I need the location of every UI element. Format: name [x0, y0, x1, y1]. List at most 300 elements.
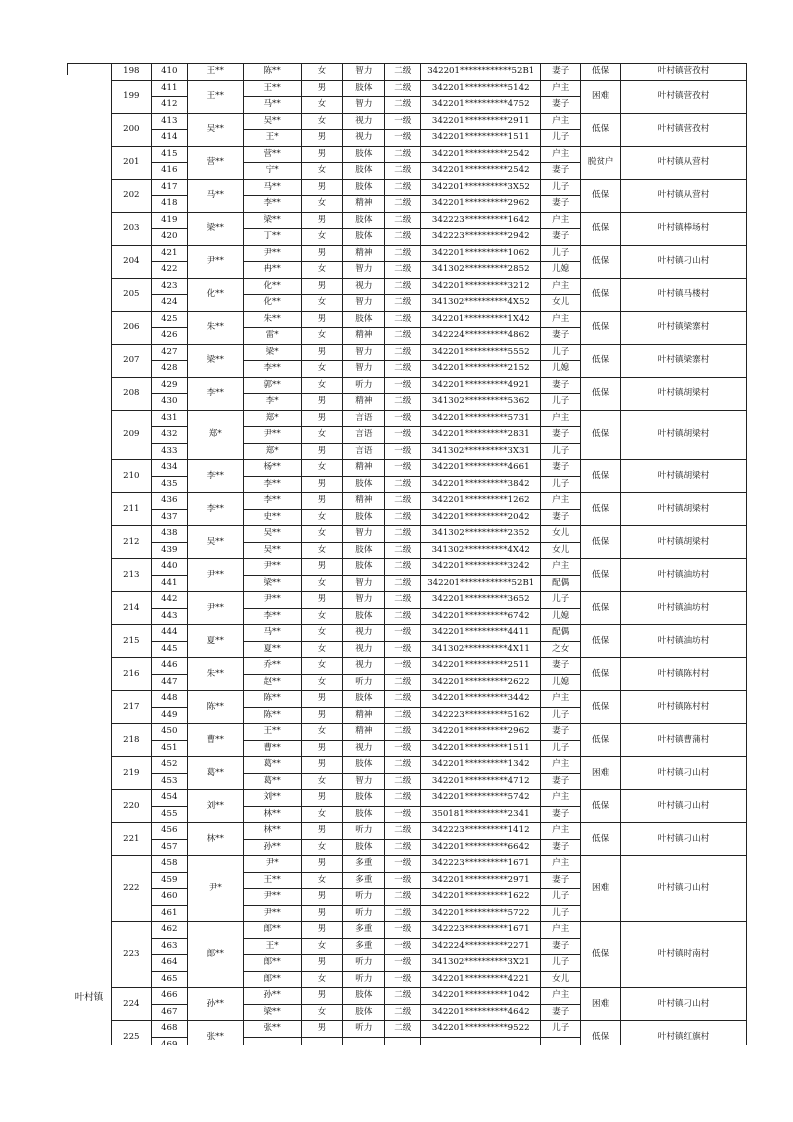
member-sex: 男 [301, 691, 343, 708]
disability-level: 二级 [385, 773, 421, 790]
household-head: 王** [187, 64, 243, 81]
member-sex: 女 [301, 542, 343, 559]
relationship: 妻子 [541, 658, 581, 675]
household-head: 刘** [187, 790, 243, 823]
relationship: 妻子 [541, 1004, 581, 1021]
disability-category: 精神 [343, 460, 385, 477]
disability-level: 二级 [385, 988, 421, 1005]
disability-category: 智力 [343, 262, 385, 279]
disability-category: 多重 [343, 938, 385, 955]
relationship: 儿子 [541, 476, 581, 493]
id-card-number: 342201**********2962 [421, 724, 541, 741]
relationship: 儿子 [541, 740, 581, 757]
row-number: 410 [151, 64, 187, 81]
village-name: 叶村镇油坊村 [621, 559, 747, 592]
relationship: 儿媳 [541, 674, 581, 691]
member-sex: 女 [301, 674, 343, 691]
disability-category: 视力 [343, 658, 385, 675]
village-name: 叶村镇油坊村 [621, 592, 747, 625]
table-row [68, 80, 747, 97]
disability-level: 二级 [385, 559, 421, 576]
disability-category: 听力 [343, 823, 385, 840]
relationship: 儿子 [541, 130, 581, 147]
member-sex: 女 [301, 1004, 343, 1021]
disability-category: 视力 [343, 625, 385, 642]
member-name: 林** [243, 806, 301, 823]
relationship: 户主 [541, 212, 581, 229]
member-sex: 男 [301, 278, 343, 295]
row-number: 416 [151, 163, 187, 180]
member-name: 葛** [243, 757, 301, 774]
household-head: 尹** [187, 245, 243, 278]
disability-category: 肢体 [343, 80, 385, 97]
disability-level: 二级 [385, 344, 421, 361]
row-number: 435 [151, 476, 187, 493]
table-row [68, 460, 747, 477]
household-head: 葛** [187, 757, 243, 790]
member-sex: 女 [301, 938, 343, 955]
assistance-type: 低保 [581, 1021, 621, 1054]
relationship: 户主 [541, 691, 581, 708]
row-number: 443 [151, 608, 187, 625]
id-card-number: 342201**********2831 [421, 427, 541, 444]
id-card-number: 342201**********1511 [421, 740, 541, 757]
household-head: 李** [187, 377, 243, 410]
row-number: 455 [151, 806, 187, 823]
roster-table [67, 63, 747, 1054]
disability-category: 肢体 [343, 806, 385, 823]
table-row [68, 212, 747, 229]
member-name: 葛** [243, 773, 301, 790]
id-card-number: 342201**********3212 [421, 278, 541, 295]
table-row [68, 410, 747, 427]
member-sex: 女 [301, 460, 343, 477]
id-card-number: 341302**********3X21 [421, 955, 541, 972]
village-name: 叶村镇胡梁村 [621, 377, 747, 410]
member-name: 郎** [243, 922, 301, 939]
row-number: 422 [151, 262, 187, 279]
id-card-number: 341302**********2852 [421, 262, 541, 279]
disability-level: 二级 [385, 839, 421, 856]
relationship: 配偶 [541, 575, 581, 592]
household-number: 212 [111, 526, 151, 559]
relationship: 儿子 [541, 1021, 581, 1038]
disability-category: 智力 [343, 295, 385, 312]
village-name: 叶村镇从营村 [621, 179, 747, 212]
village-name: 叶村镇马楼村 [621, 278, 747, 311]
household-head: 曹** [187, 724, 243, 757]
disability-category: 肢体 [343, 1004, 385, 1021]
row-number: 414 [151, 130, 187, 147]
relationship: 儿子 [541, 394, 581, 411]
household-head: 梁** [187, 344, 243, 377]
id-card-number: 342201**********5552 [421, 344, 541, 361]
relationship: 儿媳 [541, 608, 581, 625]
household-number: 207 [111, 344, 151, 377]
member-name: 郑* [243, 410, 301, 427]
disability-level: 二级 [385, 361, 421, 378]
assistance-type: 低保 [581, 179, 621, 212]
row-number: 439 [151, 542, 187, 559]
disability-category: 肢体 [343, 229, 385, 246]
relationship: 户主 [541, 410, 581, 427]
relationship: 妻子 [541, 938, 581, 955]
disability-category: 智力 [343, 344, 385, 361]
row-number: 429 [151, 377, 187, 394]
member-sex: 男 [301, 80, 343, 97]
household-number: 213 [111, 559, 151, 592]
id-card-number: 342201**********5742 [421, 790, 541, 807]
disability-level: 一级 [385, 872, 421, 889]
disability-category: 智力 [343, 361, 385, 378]
relationship: 户主 [541, 922, 581, 939]
member-sex: 男 [301, 856, 343, 873]
id-card-number: 341302**********2352 [421, 526, 541, 543]
assistance-type: 低保 [581, 344, 621, 377]
relationship: 之女 [541, 641, 581, 658]
id-card-number: 350181**********2341 [421, 806, 541, 823]
member-sex: 女 [301, 97, 343, 114]
village-name: 叶村镇陈村村 [621, 691, 747, 724]
id-card-number: 342201**********4642 [421, 1004, 541, 1021]
member-sex: 女 [301, 658, 343, 675]
member-name: 尹** [243, 559, 301, 576]
row-number: 442 [151, 592, 187, 609]
disability-level: 二级 [385, 80, 421, 97]
row-number: 421 [151, 245, 187, 262]
member-sex: 男 [301, 922, 343, 939]
disability-category: 智力 [343, 526, 385, 543]
table-row [68, 245, 747, 262]
disability-level: 二级 [385, 905, 421, 922]
disability-category: 精神 [343, 707, 385, 724]
disability-category: 智力 [343, 592, 385, 609]
member-sex: 男 [301, 707, 343, 724]
roster-sheet [67, 66, 747, 1045]
relationship: 妻子 [541, 839, 581, 856]
id-card-number: 342201**********4221 [421, 971, 541, 988]
household-number: 205 [111, 278, 151, 311]
row-number: 423 [151, 278, 187, 295]
member-sex: 男 [301, 592, 343, 609]
row-number: 444 [151, 625, 187, 642]
member-name: 吴** [243, 113, 301, 130]
row-number: 456 [151, 823, 187, 840]
id-card-number: 342201**********1342 [421, 757, 541, 774]
disability-category: 言语 [343, 443, 385, 460]
assistance-type: 低保 [581, 377, 621, 410]
member-name: 马** [243, 179, 301, 196]
member-name: 尹** [243, 889, 301, 906]
member-sex: 男 [301, 394, 343, 411]
row-number: 462 [151, 922, 187, 939]
id-card-number: 342223**********1642 [421, 212, 541, 229]
table-row [68, 691, 747, 708]
disability-level: 二级 [385, 889, 421, 906]
relationship: 儿子 [541, 245, 581, 262]
disability-level: 二级 [385, 311, 421, 328]
member-name: 丁** [243, 229, 301, 246]
row-number: 454 [151, 790, 187, 807]
table-row [68, 856, 747, 873]
row-number: 459 [151, 872, 187, 889]
member-name: 张** [243, 1021, 301, 1038]
id-card-number: 342223**********5162 [421, 707, 541, 724]
disability-level: 二级 [385, 575, 421, 592]
disability-category: 视力 [343, 130, 385, 147]
member-name: 宁* [243, 163, 301, 180]
relationship: 儿媳 [541, 361, 581, 378]
row-number: 412 [151, 97, 187, 114]
member-name: 朱** [243, 311, 301, 328]
village-name: 叶村镇营孜村 [621, 80, 747, 113]
disability-level: 二级 [385, 691, 421, 708]
member-sex: 女 [301, 361, 343, 378]
row-number: 465 [151, 971, 187, 988]
id-card-number: 342201**********1622 [421, 889, 541, 906]
relationship: 儿子 [541, 889, 581, 906]
member-sex: 女 [301, 196, 343, 213]
assistance-type: 困难 [581, 80, 621, 113]
relationship: 户主 [541, 493, 581, 510]
disability-category: 肢体 [343, 542, 385, 559]
id-card-number: 342201**********1511 [421, 130, 541, 147]
disability-category: 精神 [343, 394, 385, 411]
assistance-type: 困难 [581, 988, 621, 1021]
disability-level: 二级 [385, 476, 421, 493]
row-number: 449 [151, 707, 187, 724]
disability-level: 二级 [385, 394, 421, 411]
member-sex: 男 [301, 790, 343, 807]
assistance-type: 低保 [581, 922, 621, 988]
row-number: 428 [151, 361, 187, 378]
table-row [68, 311, 747, 328]
household-number: 203 [111, 212, 151, 245]
disability-level: 二级 [385, 262, 421, 279]
member-name: 刘** [243, 790, 301, 807]
village-name: 叶村镇油坊村 [621, 625, 747, 658]
disability-category: 肢体 [343, 212, 385, 229]
assistance-type: 困难 [581, 757, 621, 790]
row-number: 468 [151, 1021, 187, 1038]
row-number: 413 [151, 113, 187, 130]
relationship: 妻子 [541, 724, 581, 741]
id-card-number: 342224**********4862 [421, 328, 541, 345]
member-name: 吴** [243, 526, 301, 543]
relationship: 妻子 [541, 64, 581, 81]
member-sex: 男 [301, 740, 343, 757]
id-card-number: 342224**********2271 [421, 938, 541, 955]
household-head: 化** [187, 278, 243, 311]
village-name: 叶村镇胡梁村 [621, 526, 747, 559]
assistance-type: 困难 [581, 856, 621, 922]
member-name: 夏** [243, 641, 301, 658]
household-number: 201 [111, 146, 151, 179]
member-name: 李** [243, 493, 301, 510]
row-number: 436 [151, 493, 187, 510]
disability-category: 肢体 [343, 163, 385, 180]
relationship: 妻子 [541, 806, 581, 823]
disability-category: 肢体 [343, 476, 385, 493]
page-bottom-margin [0, 1045, 793, 1122]
disability-level: 一级 [385, 625, 421, 642]
id-card-number: 342201**********2542 [421, 163, 541, 180]
table-row [68, 344, 747, 361]
member-name: 乔** [243, 658, 301, 675]
disability-level: 一级 [385, 971, 421, 988]
member-sex: 女 [301, 328, 343, 345]
disability-category: 听力 [343, 955, 385, 972]
relationship: 户主 [541, 146, 581, 163]
disability-category: 肢体 [343, 790, 385, 807]
disability-category: 肢体 [343, 146, 385, 163]
member-name: 梁* [243, 344, 301, 361]
disability-category: 肢体 [343, 608, 385, 625]
disability-category: 精神 [343, 328, 385, 345]
village-name: 叶村镇从营村 [621, 146, 747, 179]
member-sex: 男 [301, 212, 343, 229]
disability-category: 肢体 [343, 311, 385, 328]
village-name: 叶村镇曹蒲村 [621, 724, 747, 757]
village-name: 叶村镇陈村村 [621, 658, 747, 691]
member-sex: 男 [301, 559, 343, 576]
member-name: 王* [243, 938, 301, 955]
household-number: 206 [111, 311, 151, 344]
id-card-number: 342201**********3652 [421, 592, 541, 609]
row-number: 420 [151, 229, 187, 246]
id-card-number: 342201**********2911 [421, 113, 541, 130]
assistance-type: 低保 [581, 311, 621, 344]
disability-level: 二级 [385, 707, 421, 724]
member-sex: 女 [301, 575, 343, 592]
member-sex: 女 [301, 608, 343, 625]
member-name: 曹** [243, 740, 301, 757]
disability-category: 精神 [343, 493, 385, 510]
relationship: 户主 [541, 80, 581, 97]
member-sex: 女 [301, 113, 343, 130]
member-name: 化** [243, 295, 301, 312]
member-name: 郑* [243, 443, 301, 460]
member-sex: 男 [301, 344, 343, 361]
disability-category: 肢体 [343, 691, 385, 708]
disability-level: 一级 [385, 955, 421, 972]
disability-level: 二级 [385, 493, 421, 510]
household-head: 王** [187, 80, 243, 113]
disability-category: 视力 [343, 641, 385, 658]
disability-level: 一级 [385, 130, 421, 147]
table-row [68, 377, 747, 394]
member-name: 尹** [243, 427, 301, 444]
table-row [68, 757, 747, 774]
table-row [68, 278, 747, 295]
member-sex: 男 [301, 146, 343, 163]
member-sex: 男 [301, 179, 343, 196]
disability-level: 一级 [385, 641, 421, 658]
member-sex: 女 [301, 641, 343, 658]
id-card-number: 342201**********1X42 [421, 311, 541, 328]
member-sex: 男 [301, 1021, 343, 1038]
disability-level: 二级 [385, 328, 421, 345]
disability-category: 视力 [343, 278, 385, 295]
village-name: 叶村镇棒场村 [621, 212, 747, 245]
id-card-number: 341302**********4X52 [421, 295, 541, 312]
assistance-type: 低保 [581, 278, 621, 311]
village-name: 叶村镇胡梁村 [621, 493, 747, 526]
assistance-type: 低保 [581, 658, 621, 691]
row-number: 419 [151, 212, 187, 229]
disability-category: 言语 [343, 410, 385, 427]
household-number: 219 [111, 757, 151, 790]
household-head: 夏** [187, 625, 243, 658]
member-name: 郎** [243, 955, 301, 972]
village-name: 叶村镇刁山村 [621, 790, 747, 823]
household-head: 吴** [187, 113, 243, 146]
disability-category: 精神 [343, 724, 385, 741]
disability-category: 精神 [343, 196, 385, 213]
household-number: 214 [111, 592, 151, 625]
member-sex: 男 [301, 905, 343, 922]
village-name: 叶村镇刁山村 [621, 757, 747, 790]
row-number: 450 [151, 724, 187, 741]
household-number: 225 [111, 1021, 151, 1054]
member-name: 陈** [243, 64, 301, 81]
member-name: 陈** [243, 707, 301, 724]
assistance-type: 脱贫户 [581, 146, 621, 179]
relationship: 妻子 [541, 773, 581, 790]
id-card-number: 342201************52B1 [421, 64, 541, 81]
household-head: 林** [187, 823, 243, 856]
disability-level: 一级 [385, 856, 421, 873]
disability-category: 听力 [343, 905, 385, 922]
table-row [68, 823, 747, 840]
village-name: 叶村镇刁山村 [621, 245, 747, 278]
disability-category: 听力 [343, 377, 385, 394]
row-number: 418 [151, 196, 187, 213]
member-sex: 女 [301, 377, 343, 394]
disability-category: 智力 [343, 773, 385, 790]
disability-level: 二级 [385, 179, 421, 196]
table-row [68, 64, 747, 81]
row-number: 460 [151, 889, 187, 906]
row-number: 463 [151, 938, 187, 955]
member-name: 吴** [243, 542, 301, 559]
member-name: 尹** [243, 592, 301, 609]
assistance-type: 低保 [581, 64, 621, 81]
disability-level: 二级 [385, 245, 421, 262]
id-card-number: 342201**********2152 [421, 361, 541, 378]
member-sex: 男 [301, 443, 343, 460]
id-card-number: 342201**********9522 [421, 1021, 541, 1038]
village-name: 叶村镇营孜村 [621, 64, 747, 81]
member-sex: 男 [301, 245, 343, 262]
household-number: 222 [111, 856, 151, 922]
table-row [68, 625, 747, 642]
disability-level: 二级 [385, 757, 421, 774]
row-number: 431 [151, 410, 187, 427]
id-card-number: 342201**********6742 [421, 608, 541, 625]
disability-level: 一级 [385, 658, 421, 675]
member-name: 林** [243, 823, 301, 840]
row-number: 452 [151, 757, 187, 774]
disability-category: 听力 [343, 971, 385, 988]
disability-category: 视力 [343, 113, 385, 130]
member-sex: 女 [301, 526, 343, 543]
relationship: 女儿 [541, 971, 581, 988]
assistance-type: 低保 [581, 245, 621, 278]
row-number: 451 [151, 740, 187, 757]
row-number: 448 [151, 691, 187, 708]
village-name: 叶村镇胡梁村 [621, 460, 747, 493]
